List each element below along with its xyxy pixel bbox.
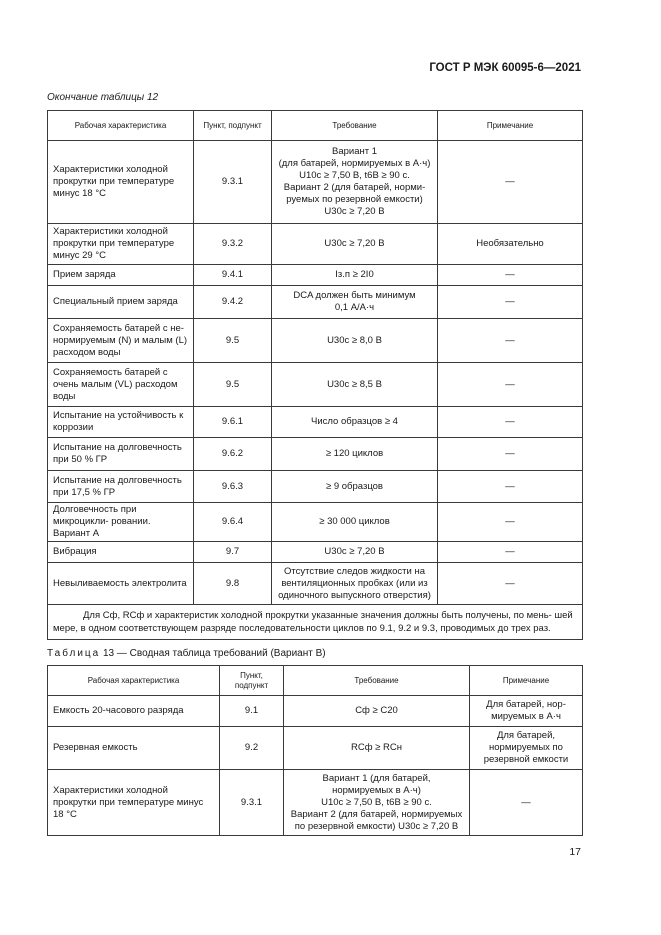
requirement-cell (272, 265, 438, 286)
requirement-cell (272, 542, 438, 563)
clause-cell: 9.6.1 (194, 407, 272, 438)
characteristic-cell: Резервная емкость (48, 727, 220, 770)
note-cell: — (438, 407, 583, 438)
note-line: — (521, 796, 531, 808)
table-footnote (48, 605, 583, 640)
note-line: резервной емкости (483, 754, 569, 765)
requirement-line: Сф ≥ С20 (355, 705, 398, 716)
clause-cell: 9.8 (194, 563, 272, 605)
requirement-line: U30c ≥ 7,20 В (324, 546, 385, 557)
requirement-line: DCA должен быть минимум (293, 290, 416, 301)
table-row (48, 696, 583, 727)
requirement-line: ≥ 9 образцов (326, 480, 383, 492)
requirement-line: ≥ 120 циклов (325, 448, 384, 459)
clause-cell: 9.5 (194, 319, 272, 363)
characteristic-cell: Испытание на долговечность при 50 % ГР (48, 438, 194, 471)
requirement-line: U30c ≥ 7,20 В (324, 206, 385, 217)
table-row (48, 407, 583, 438)
requirement-line: U10c ≥ 7,50 В, t6В ≥ 90 с. (321, 796, 432, 808)
footnote-text: Для Сф, RCф и характеристик холодной прокрутки указанные значения должны быть получены, по мень- шей мере, в одном соответствующем разряде последовательности циклов по 9.1, 9.2 и 9.3, проводимых до трех раз. (53, 610, 573, 634)
characteristic-cell: Емкость 20-часового разряда (48, 696, 220, 727)
column-header: Примечание (438, 111, 583, 141)
requirement-line: U30c ≥ 8,0 В (327, 334, 382, 346)
column-header: Примечание (470, 666, 583, 696)
requirement-line: нормируемых в А·ч) (332, 784, 421, 796)
requirement-line: Вариант 1 (для батарей, (322, 772, 431, 784)
clause-cell: 9.4.1 (194, 265, 272, 286)
requirement-line: Вариант 2 (для батарей, нормируемых (290, 808, 463, 820)
column-header: Рабочая характеристика (48, 666, 220, 696)
requirement-cell (284, 696, 470, 727)
column-header: Пункт, подпункт (220, 666, 284, 696)
requirement-line: Число образцов ≥ 4 (311, 416, 398, 427)
requirement-line: RCф ≥ RCн (351, 742, 402, 753)
table-footnote-row (48, 605, 583, 640)
characteristic-cell: Характеристики холодной прокрутки при температуре минус 29 °С (48, 224, 194, 265)
clause-cell: 9.6.4 (194, 503, 272, 542)
column-header: Пункт, подпункт (194, 111, 272, 141)
note-cell: — (438, 438, 583, 471)
requirement-cell (272, 224, 438, 265)
requirement-line: одиночного выпускного отверстия) (278, 589, 431, 601)
table-13-caption (47, 648, 326, 659)
characteristic-cell: Невыливаемость электролита (48, 563, 194, 605)
requirement-cell (272, 471, 438, 503)
note-cell: — (438, 141, 583, 224)
characteristic-cell: Специальный прием заряда (48, 286, 194, 319)
table-row (48, 471, 583, 503)
table-row (48, 363, 583, 407)
clause-cell: 9.3.1 (194, 141, 272, 224)
note-cell: — (438, 563, 583, 605)
table-row (48, 770, 583, 836)
clause-cell: 9.6.3 (194, 471, 272, 503)
requirement-line: ≥ 30 000 циклов (319, 516, 390, 527)
characteristic-cell: Прием заряда (48, 265, 194, 286)
table-13 (47, 665, 583, 836)
characteristic-cell: Сохраняемость батарей с не- нормируемым (N) и малым (L) расходом воды (48, 319, 194, 363)
note-cell: — (438, 319, 583, 363)
note-cell: — (438, 265, 583, 286)
table-row (48, 542, 583, 563)
requirement-cell (284, 770, 470, 836)
note-cell: — (438, 363, 583, 407)
table-12-caption: Окончание таблицы 12 (47, 92, 159, 103)
page-number: 17 (569, 846, 581, 858)
characteristic-cell: Испытание на устойчивость к коррозии (48, 407, 194, 438)
clause-cell: 9.7 (194, 542, 272, 563)
requirement-cell (272, 563, 438, 605)
requirement-cell (272, 319, 438, 363)
table-13-caption-label: Таблица (47, 648, 101, 659)
table-row (48, 265, 583, 286)
table-row (48, 563, 583, 605)
table-row (48, 319, 583, 363)
requirement-cell (272, 438, 438, 471)
clause-cell: 9.1 (220, 696, 284, 727)
characteristic-cell: Испытание на долговечность при 17,5 % ГР (48, 471, 194, 503)
note-line: Для батарей, (496, 730, 556, 741)
requirement-line: вентиляционных пробках (или из (281, 577, 428, 589)
column-header: Рабочая характеристика (48, 111, 194, 141)
table-row (48, 438, 583, 471)
note-cell: — (438, 471, 583, 503)
characteristic-cell: Вибрация (48, 542, 194, 563)
requirement-cell (272, 503, 438, 542)
requirement-cell (284, 727, 470, 770)
document-code: ГОСТ Р МЭК 60095-6—2021 (429, 62, 581, 74)
requirement-line: (для батарей, нормируемых в А·ч) (278, 158, 431, 169)
requirement-line: U30c ≥ 8,5 В (327, 378, 382, 390)
requirement-line: по резервной емкости) U30c ≥ 7,20 В (294, 820, 459, 832)
clause-cell: 9.2 (220, 727, 284, 770)
note-line: нормируемых по (489, 742, 563, 753)
note-cell (470, 696, 583, 727)
note-cell: Необязательно (438, 224, 583, 265)
column-header: Требование (272, 111, 438, 141)
clause-cell: 9.3.2 (194, 224, 272, 265)
table-header-row (48, 111, 583, 141)
clause-cell: 9.5 (194, 363, 272, 407)
table-row (48, 224, 583, 265)
requirement-line: руемых по резервной емкости) (286, 194, 423, 205)
requirement-line: Iз.п ≥ 2I0 (335, 269, 374, 280)
requirement-cell (272, 141, 438, 224)
table-13-caption-text: 13 — Сводная таблица требований (Вариант В) (103, 648, 326, 659)
clause-cell: 9.4.2 (194, 286, 272, 319)
table-row (48, 503, 583, 542)
requirement-cell (272, 407, 438, 438)
table-12 (47, 110, 583, 640)
requirement-line: Отсутствие следов жидкости на (284, 565, 425, 577)
note-cell: — (438, 542, 583, 563)
requirement-line: Вариант 2 (для батарей, норми- (283, 182, 426, 193)
note-cell (470, 770, 583, 836)
note-cell (470, 727, 583, 770)
requirement-line: U10c ≥ 7,50 В, t6В ≥ 90 с. (299, 170, 410, 181)
characteristic-cell: Характеристики холодной прокрутки при температуре минус 18 °С (48, 141, 194, 224)
requirement-line: U30c ≥ 7,20 В (324, 238, 385, 249)
characteristic-cell: Долговечность при микроцикли- ровании. Вариант А (48, 503, 194, 542)
table-row (48, 286, 583, 319)
requirement-line: Вариант 1 (331, 146, 377, 157)
requirement-line: 0,1 А/А·ч (334, 302, 375, 313)
characteristic-cell: Сохраняемость батарей с очень малым (VL) расходом воды (48, 363, 194, 407)
characteristic-cell: Характеристики холодной прокрутки при температуре минус 18 °С (48, 770, 220, 836)
clause-cell: 9.6.2 (194, 438, 272, 471)
note-cell: — (438, 286, 583, 319)
requirement-cell (272, 286, 438, 319)
table-row (48, 727, 583, 770)
table-header-row (48, 666, 583, 696)
note-line: Для батарей, нор- (486, 699, 566, 710)
table-row (48, 141, 583, 224)
requirement-cell (272, 363, 438, 407)
clause-cell: 9.3.1 (220, 770, 284, 836)
column-header: Требование (284, 666, 470, 696)
note-line: мируемых в А·ч (491, 711, 561, 722)
note-cell: — (438, 503, 583, 542)
